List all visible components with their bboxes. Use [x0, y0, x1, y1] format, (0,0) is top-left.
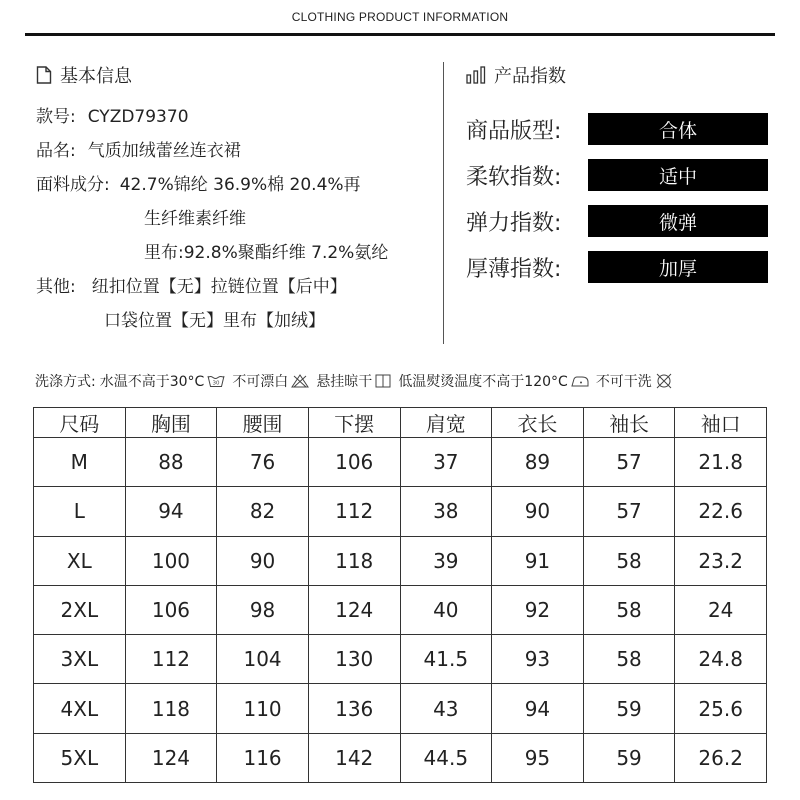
table-cell: 26.2 — [675, 733, 767, 782]
table-cell: 89 — [492, 438, 584, 487]
table-cell: 110 — [217, 684, 309, 733]
table-cell: 38 — [400, 487, 492, 536]
fabric-row — [36, 168, 436, 202]
column-header: 胸围 — [125, 408, 217, 438]
index-row-thickness — [466, 244, 776, 290]
care-instructions — [35, 371, 775, 391]
care-item-wash — [100, 371, 226, 391]
table-row — [34, 635, 767, 684]
table-cell: 106 — [125, 585, 217, 634]
product-index-title: 产品指数 — [494, 66, 566, 87]
care-item-dry-clean — [596, 371, 673, 391]
table-row — [34, 536, 767, 585]
table-cell: 88 — [125, 438, 217, 487]
low-iron-icon — [571, 374, 589, 388]
section-divider — [443, 62, 444, 344]
table-cell: 93 — [492, 635, 584, 684]
table-cell: XL — [34, 536, 126, 585]
index-label: 商品版型: — [466, 118, 562, 144]
table-cell: 118 — [308, 536, 400, 585]
fabric-line-3: 里布:92.8%聚酯纤维 7.2%氨纶 — [144, 243, 389, 263]
index-label: 厚薄指数: — [466, 256, 562, 282]
table-cell: L — [34, 487, 126, 536]
table-cell: 76 — [217, 438, 309, 487]
care-text: 不可漂白 — [232, 374, 289, 390]
table-cell: 57 — [583, 487, 675, 536]
style-no-row — [36, 100, 436, 134]
care-text: 水温不高于30°C — [99, 374, 205, 390]
table-cell: 2XL — [34, 585, 126, 634]
basic-info-list — [36, 100, 436, 338]
column-header: 尺码 — [34, 408, 126, 438]
basic-info-heading — [36, 60, 436, 90]
table-cell: 142 — [308, 733, 400, 782]
other-row — [36, 270, 436, 304]
table-cell: 59 — [583, 733, 675, 782]
table-cell: 82 — [217, 487, 309, 536]
no-bleach-icon — [291, 374, 309, 388]
svg-text:30: 30 — [212, 380, 220, 387]
table-cell: M — [34, 438, 126, 487]
table-cell: 91 — [492, 536, 584, 585]
table-row — [34, 438, 767, 487]
table-cell: 43 — [400, 684, 492, 733]
table-cell: 37 — [400, 438, 492, 487]
bar-chart-icon — [466, 66, 486, 84]
column-header: 腰围 — [217, 408, 309, 438]
index-value-badge: 加厚 — [588, 251, 768, 283]
table-header-row — [34, 408, 767, 438]
table-row — [34, 684, 767, 733]
table-cell: 58 — [583, 536, 675, 585]
table-cell: 58 — [583, 635, 675, 684]
table-cell: 25.6 — [675, 684, 767, 733]
basic-info-section — [36, 60, 436, 338]
table-cell: 3XL — [34, 635, 126, 684]
fabric-line-1: 42.7%锦纶 36.9%棉 20.4%再 — [119, 175, 361, 195]
table-row — [34, 585, 767, 634]
care-text: 不可干洗 — [595, 374, 652, 390]
style-no-value: CYZD79370 — [87, 107, 189, 127]
column-header: 肩宽 — [400, 408, 492, 438]
header-divider — [25, 33, 775, 36]
table-cell: 44.5 — [400, 733, 492, 782]
index-row-fit — [466, 106, 776, 152]
other-line-1: 纽扣位置【无】拉链位置【后中】 — [91, 277, 347, 297]
no-dry-clean-icon — [655, 373, 673, 389]
table-cell: 24.8 — [675, 635, 767, 684]
index-value-badge: 适中 — [588, 159, 768, 191]
column-header: 衣长 — [492, 408, 584, 438]
table-cell: 4XL — [34, 684, 126, 733]
style-no-label: 款号: — [36, 107, 76, 127]
table-cell: 136 — [308, 684, 400, 733]
index-value-badge: 微弹 — [588, 205, 768, 237]
index-value-badge: 合体 — [588, 113, 768, 145]
care-label: 洗涤方式: — [35, 374, 96, 390]
care-text: 悬挂晾干 — [316, 374, 373, 390]
care-item-dry — [316, 371, 391, 391]
table-cell: 24 — [675, 585, 767, 634]
table-cell: 59 — [583, 684, 675, 733]
table-cell: 5XL — [34, 733, 126, 782]
index-list — [466, 106, 776, 290]
size-table — [33, 407, 767, 783]
table-cell: 112 — [308, 487, 400, 536]
product-index-section — [466, 60, 776, 290]
fabric-line-2: 生纤维素纤维 — [144, 209, 246, 229]
table-cell: 94 — [492, 684, 584, 733]
index-row-softness — [466, 152, 776, 198]
basic-info-title: 基本信息 — [60, 66, 132, 87]
page-title: CLOTHING PRODUCT INFORMATION — [291, 10, 509, 24]
table-cell: 94 — [125, 487, 217, 536]
product-name-value: 气质加绒蕾丝连衣裙 — [87, 141, 241, 161]
table-cell: 90 — [492, 487, 584, 536]
table-cell: 57 — [583, 438, 675, 487]
table-cell: 40 — [400, 585, 492, 634]
table-cell: 98 — [217, 585, 309, 634]
table-cell: 39 — [400, 536, 492, 585]
table-cell: 118 — [125, 684, 217, 733]
table-cell: 116 — [217, 733, 309, 782]
other-label: 其他: — [36, 277, 76, 297]
table-cell: 124 — [125, 733, 217, 782]
table-row — [34, 487, 767, 536]
care-item-iron — [398, 371, 589, 391]
table-cell: 21.8 — [675, 438, 767, 487]
table-cell: 124 — [308, 585, 400, 634]
column-header: 下摆 — [308, 408, 400, 438]
table-row — [34, 733, 767, 782]
index-row-elasticity — [466, 198, 776, 244]
table-cell: 90 — [217, 536, 309, 585]
table-cell: 23.2 — [675, 536, 767, 585]
index-label: 弹力指数: — [466, 210, 562, 236]
table-cell: 130 — [308, 635, 400, 684]
document-icon — [36, 66, 52, 84]
table-cell: 58 — [583, 585, 675, 634]
care-text: 低温熨烫温度不高于120°C — [398, 374, 568, 390]
line-dry-icon — [375, 374, 391, 388]
column-header: 袖长 — [583, 408, 675, 438]
table-cell: 100 — [125, 536, 217, 585]
fabric-label: 面料成分: — [36, 175, 110, 195]
product-index-heading — [466, 60, 776, 90]
wash-30-icon — [207, 374, 225, 388]
table-cell: 22.6 — [675, 487, 767, 536]
other-line-2: 口袋位置【无】里布【加绒】 — [104, 311, 325, 331]
index-label: 柔软指数: — [466, 164, 562, 190]
table-cell: 106 — [308, 438, 400, 487]
table-cell: 112 — [125, 635, 217, 684]
table-cell: 41.5 — [400, 635, 492, 684]
table-cell: 104 — [217, 635, 309, 684]
table-cell: 92 — [492, 585, 584, 634]
column-header: 袖口 — [675, 408, 767, 438]
product-name-row — [36, 134, 436, 168]
care-item-bleach — [232, 371, 309, 391]
table-cell: 95 — [492, 733, 584, 782]
product-name-label: 品名: — [36, 141, 76, 161]
